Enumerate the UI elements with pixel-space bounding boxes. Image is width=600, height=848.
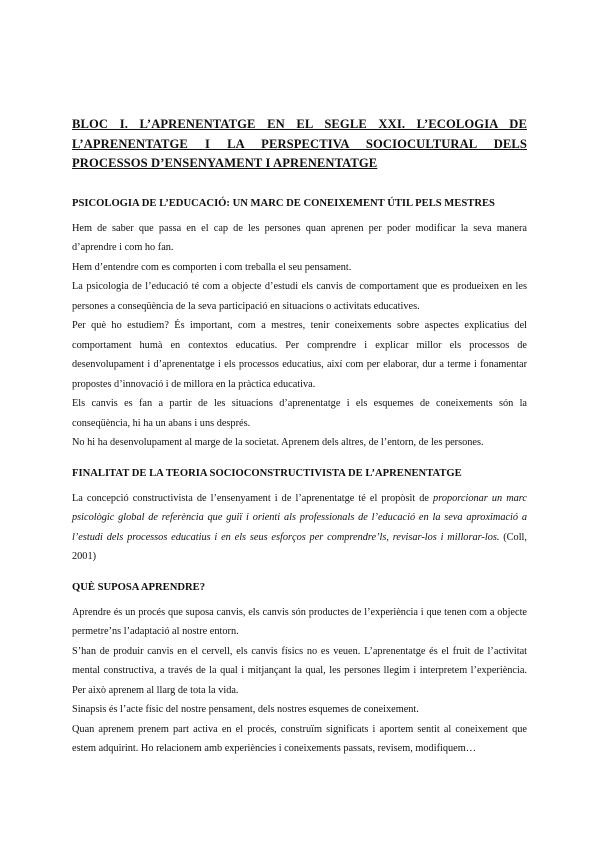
quote-paragraph (72, 489, 527, 567)
quote-intro: La concepció constructivista de l’ensenyament i de l’aprenentatge té el propòsit de (72, 492, 434, 504)
paragraph: No hi ha desenvolupament al marge de la societat. Aprenem dels altres, de l’entorn, de les persones. (72, 437, 484, 448)
section-heading: FINALITAT DE LA TEORIA SOCIOCONSTRUCTIVISTA DE L’APRENENTATGE (72, 467, 462, 479)
paragraph: S’han de produir canvis en el cervell, els canvis físics no es veuen. L’aprenentatge és el fruit de l’activitat mental constructiva, a través de la qual i mitjançant la qual, les persones llegim i interpretem l’experiència. Per això aprenem al llarg de tota la vida. (72, 645, 527, 696)
section-que-suposa-aprendre (72, 581, 527, 759)
section-finalitat (72, 467, 527, 567)
section-heading: PSICOLOGIA DE L’EDUCACIÓ: UN MARC DE CONEIXEMENT ÚTIL PELS MESTRES (72, 197, 495, 209)
paragraph: Aprendre és un procés que suposa canvis, els canvis són productes de l’experiència i que tenen com a objecte permetre’ns l’adaptació al nostre entorn. (72, 606, 527, 637)
paragraph: Hem d’entendre com es comporten i com treballa el seu pensament. (72, 261, 352, 273)
paragraph: Hem de saber que passa en el cap de les persones quan aprenen per poder modificar la seva manera d’aprendre i com ho fan. (72, 222, 527, 253)
paragraph: La psicologia de l’educació té com a objecte d’estudi els canvis de comportament que es produeixen en les persones a conseqüència de la seva participació en situacions o activitats educatives. (72, 281, 527, 312)
document-title: BLOC I. L’APRENENTATGE EN EL SEGLE XXI. L’ECOLOGIA DE L’APRENENTATGE I LA PERSPECTIVA SOCIOCULTURAL DELS PROCESSOS D’ENSENYAMENT I APRENENTATGE (72, 117, 527, 170)
paragraph: Per què ho estudiem? És important, com a mestres, tenir coneixements sobre aspectes explicatius del comportament humà en contextos educatius. Per comprendre i explicar millor els processos de desenvolupament i d’aprenentatge i els processos educatius, així com per elaborar, dur a terme i fonamentar propostes d’innovació i de millora en la pràctica educativa. (72, 320, 527, 390)
paragraph: Sinapsis és l’acte físic del nostre pensament, dels nostres esquemes de coneixement. (72, 704, 419, 715)
paragraph: Els canvis es fan a partir de les situacions d’aprenentatge i els esquemes de coneixements són la conseqüència, hi ha un abans i uns després. (72, 398, 527, 429)
document-page (72, 115, 527, 759)
quote-italic: proporcionar un marc psicològic global de referència que guiï i orienti als professionals de l’educació en la seva aproximació a l’estudi dels processos educatius i en els seus esforços per comprendre’ls, revisar-los i millorar-los. (72, 492, 527, 543)
section-psicologia (72, 197, 527, 453)
section-heading: QUÈ SUPOSA APRENDRE? (72, 581, 206, 593)
quote-citation: (Coll, 2001) (72, 531, 527, 562)
paragraph: Quan aprenem prenem part activa en el procés, construïm significats i aportem sentit al coneixement que estem adquirint. Ho relacionem amb experiències i coneixements passats, revisem, modifiquem… (72, 723, 527, 754)
